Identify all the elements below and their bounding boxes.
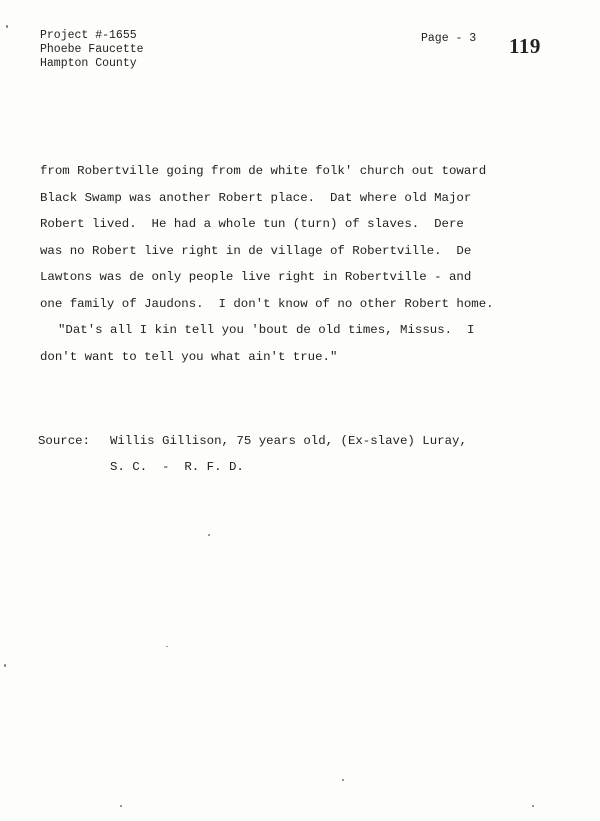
scan-speck <box>208 534 210 536</box>
source-row <box>38 428 467 454</box>
source-location: S. C. - R. F. D. <box>110 460 244 474</box>
text-line: was no Robert live right in de village of Robertville. De <box>40 243 472 258</box>
source-block <box>38 428 467 480</box>
scan-speck <box>120 805 122 807</box>
quote-line: "Dat's all I kin tell you 'bout de old times, Missus. I <box>58 323 475 337</box>
source-row <box>38 454 467 480</box>
page-label: Page - 3 <box>421 32 477 45</box>
text-line: from Robertville going from de white folk' church out toward <box>40 164 487 178</box>
header-info <box>40 29 144 71</box>
text-line: Black Swamp was another Robert place. Dat where old Major <box>40 190 472 205</box>
source-label: Source: <box>38 434 91 448</box>
scan-speck <box>342 779 344 781</box>
author-name: Phoebe Faucette <box>40 43 144 56</box>
quote-line: don't want to tell you what ain't true." <box>40 349 338 364</box>
text-line: Lawtons was de only people live right in Robertville - and <box>40 270 472 284</box>
text-line: one family of Jaudons. I don't know of no other Robert home. <box>40 296 494 311</box>
page-number: 119 <box>509 34 541 58</box>
project-number: Project #-1655 <box>40 29 137 42</box>
scan-speck <box>6 25 8 28</box>
text-line: Robert lived. He had a whole tun (turn) of slaves. Dere <box>40 217 464 231</box>
source-detail: Willis Gillison, 75 years old, (Ex-slave) Luray, <box>110 434 467 448</box>
scan-speck <box>4 664 6 667</box>
body-text <box>40 158 580 370</box>
scan-speck <box>166 646 168 647</box>
scan-speck <box>532 805 534 807</box>
county-name: Hampton County <box>40 57 137 70</box>
